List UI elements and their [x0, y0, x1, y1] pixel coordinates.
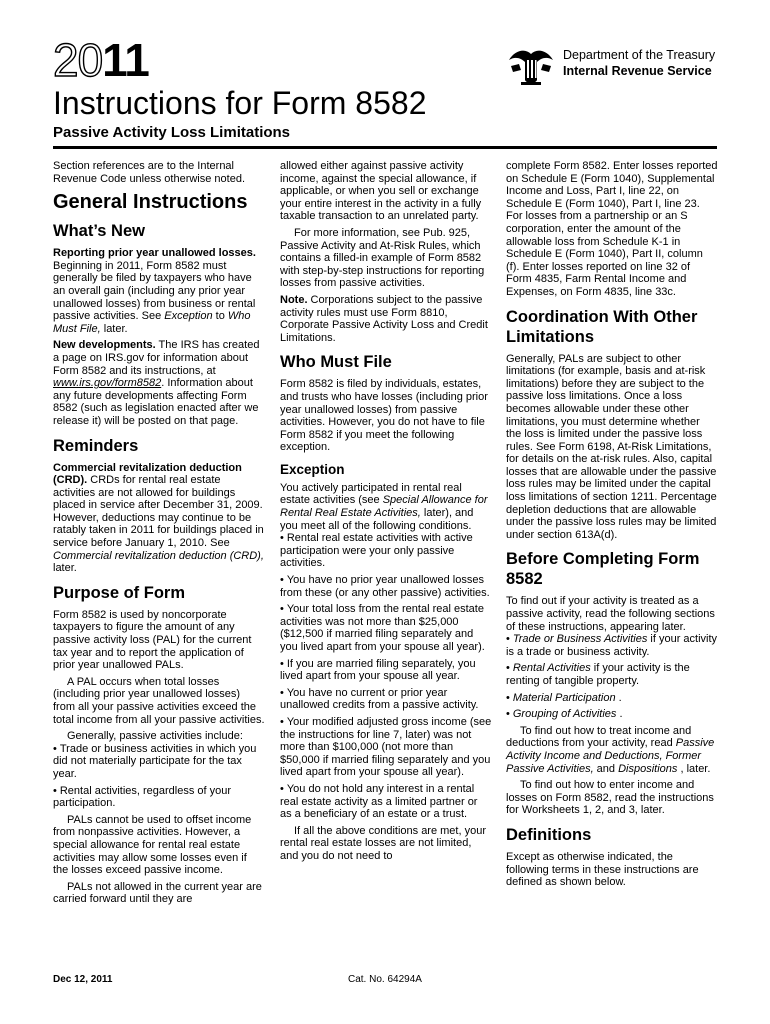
page-subtitle: Passive Activity Loss Limitations — [53, 124, 291, 141]
exception-bullet-6: • Your modified adjusted gross income (see the instructions for line 7, later) was not more than $100,000 (not more than $50,000 if married filing separately and you lived apart from your spouse all year). — [280, 716, 492, 779]
paragraph-crd: Commercial revitalization deduction (CRD). CRDs for rental real estate activities are not allowed for buildings placed in service after December 31, 2009. However, deductions may continue to be ratably taken in 2011 for buildings placed in service before January 1, 2010. See Commercial revitalization deduction (CRD), later. — [53, 461, 264, 575]
before-bullet-3: • Material Participation . — [506, 692, 718, 705]
paragraph-purpose-4: PALs cannot be used to offset income from nonpassive activities. However, a special allowance for rental real estate activities may allow some losses even if the losses exceed passive income. — [53, 813, 252, 877]
paragraph-enter: To find out how to enter income and losses on Form 8582, read the instructions for Worksheets 1, 2, and 3, later. — [506, 779, 714, 817]
heading-exception: Exception — [280, 461, 345, 477]
agency-block — [507, 46, 722, 86]
paragraph-definitions: Except as otherwise indicated, the following terms in these instructions are defined as shown below. — [506, 850, 699, 889]
paragraph-coordination: Generally, PALs are subject to other limitations (for example, basis and at-risk limitations) before they are subject to the passive loss limitations. Once a loss becomes allowable under these other limitations, you must determine whether the loss is limited under the passive loss rules. See Form 6198, At-Risk Limitations, for details on the at-risk rules. Also, capital losses that are allowable under the passive loss rules may be limited under the capital loss limitations of section 1211. Percentage depletion deductions that are allowable under the passive loss rules may be limited under section 613A(d). — [506, 352, 717, 541]
header-rule — [53, 146, 717, 149]
paragraph-purpose-3: Generally, passive activities include: — [67, 730, 243, 743]
page-title: Instructions for Form 8582 — [53, 85, 427, 121]
paragraph-reporting: Reporting prior year unallowed losses. Beginning in 2011, Form 8582 must generally be filed by taxpayers who have an overall gain (including any prior year unallowed losses) from business or rental passive activities. See Exception to Who Must File, later. — [53, 247, 256, 335]
bullet-rental: • Rental activities, regardless of your participation. — [53, 785, 265, 810]
form8582-link[interactable]: www.irs.gov/form8582 — [53, 377, 162, 390]
exception-bullet-2: • You have no prior year unallowed losses from these (or any other passive) activities. — [280, 574, 492, 599]
heading-reminders: Reminders — [53, 436, 139, 455]
footer-catalog-number: Cat. No. 64294A — [348, 974, 422, 985]
heading-before-completing: Before Completing Form 8582 — [506, 550, 700, 589]
exception-bullet-7: • You do not hold any interest in a rental real estate activity as a limited partner or as a beneficiary of an estate or a trust. — [280, 783, 492, 821]
paragraph-who: Form 8582 is filed by individuals, estates, and trusts who have losses (including prior year unallowed losses) from passive activities. However, you do not have to file Form 8582 if you meet the following exception. — [280, 378, 488, 454]
agency-irs: Internal Revenue Service — [563, 64, 712, 78]
irs-eagle-logo-icon — [507, 46, 555, 86]
paragraph-purpose-2: A PAL occurs when total losses (including prior year unallowed losses) from all your passive activities exceed the total income from all your passive activities. — [53, 675, 265, 726]
paragraph-purpose-5: PALs not allowed in the current year are carried forward until they are — [53, 880, 262, 906]
column-1 — [53, 160, 265, 910]
heading-general-instructions: General Instructions — [53, 191, 248, 214]
footer-date: Dec 12, 2011 — [53, 974, 113, 985]
before-bullet-2: • Rental Activities if your activity is the renting of tangible property. — [506, 662, 718, 687]
paragraph-treat: To find out how to treat income and deductions from your activity, read Passive Activity Income and Deductions, Former Passive Activities, and Dispositions , later. — [506, 724, 715, 775]
column-2 — [280, 160, 492, 867]
before-bullet-1: • Trade or Business Activities if your activity is a trade or business activity. — [506, 633, 718, 658]
paragraph-continued: allowed either against passive activity income, against the special allowance, if applicable, or when you sell or exchange your entire interest in the activity in a fully taxable transaction to an unrelated party. — [280, 160, 482, 223]
paragraph-continued: complete Form 8582. Enter losses reported on Schedule E (Form 1040), Supplemental Income and Loss, Part I, line 22, on Schedule E (Form 1040), Part I, line 23. For losses from a partnership or an S corporation, enter the amount of the allowable loss from Schedule K-1 in Schedule E (Form 1040), Part II, column (f). Enter losses reported on line 32 of Form 4835, Farm Rental Income and Expenses, on Form 4835, line 33c. — [506, 160, 718, 298]
paragraph-all-above: If all the above conditions are met, your rental real estate losses are not limited, and you do not need to — [280, 824, 486, 862]
agency-department: Department of the Treasury — [563, 48, 716, 62]
heading-who-must-file: Who Must File — [280, 353, 392, 372]
paragraph-purpose-1: Form 8582 is used by noncorporate taxpayers to figure the amount of any passive activity loss (PAL) for the current tax year and to report the application of prior year unallowed PALs. — [53, 608, 252, 672]
paragraph-before: To find out if your activity is treated as a passive activity, read the following sections of these instructions, appearing later. — [506, 595, 715, 633]
paragraph-new-developments: New developments. The IRS has created a page on IRS.gov for information about Form 8582 and its instructions, at www.irs.gov/form8582. Information about any future developments affecting Form 8582 (such as legislation enacted after we release it) will be posted on that page. — [53, 339, 260, 427]
paragraph-more-info: For more information, see Pub. 925, Passive Activity and At-Risk Rules, which contains a filled-in example of Form 8582 with step-by-step instructions for reporting losses from passive activities. — [280, 226, 485, 290]
paragraph-note: Note. Corporations subject to the passive activity rules must use Form 8810, Corporate Passive Activity Loss and Credit Limitations. — [280, 293, 488, 344]
heading-definitions: Definitions — [506, 825, 592, 844]
heading-whats-new: What’s New — [53, 222, 145, 241]
exception-bullet-5: • You have no current or prior year unallowed credits from a passive activity. — [280, 687, 492, 712]
exception-bullet-1: • Rental real estate activities with active participation were your only passive activities. — [280, 532, 492, 570]
form-year: 2011 — [53, 34, 149, 86]
paragraph-exception: You actively participated in rental real estate activities (see Special Allowance for Rental Real Estate Activities, later), and you meet all of the following conditions. — [280, 481, 488, 532]
exception-bullet-3: • Your total loss from the rental real estate activities was not more than $25,000 ($12,500 if married filing separately and you lived apart from your spouse all year). — [280, 603, 492, 653]
intro-paragraph: Section references are to the Internal Revenue Code unless otherwise noted. — [53, 160, 246, 185]
before-bullet-4: • Grouping of Activities . — [506, 708, 718, 721]
bullet-trade-business: • Trade or business activities in which you did not materially participate for the tax year. — [53, 743, 265, 781]
column-3 — [506, 160, 718, 893]
heading-coordination: Coordination With Other Limitations — [506, 307, 698, 346]
heading-purpose-of-form: Purpose of Form — [53, 583, 186, 602]
exception-bullet-4: • If you are married filing separately, you lived apart from your spouse all year. — [280, 658, 492, 683]
